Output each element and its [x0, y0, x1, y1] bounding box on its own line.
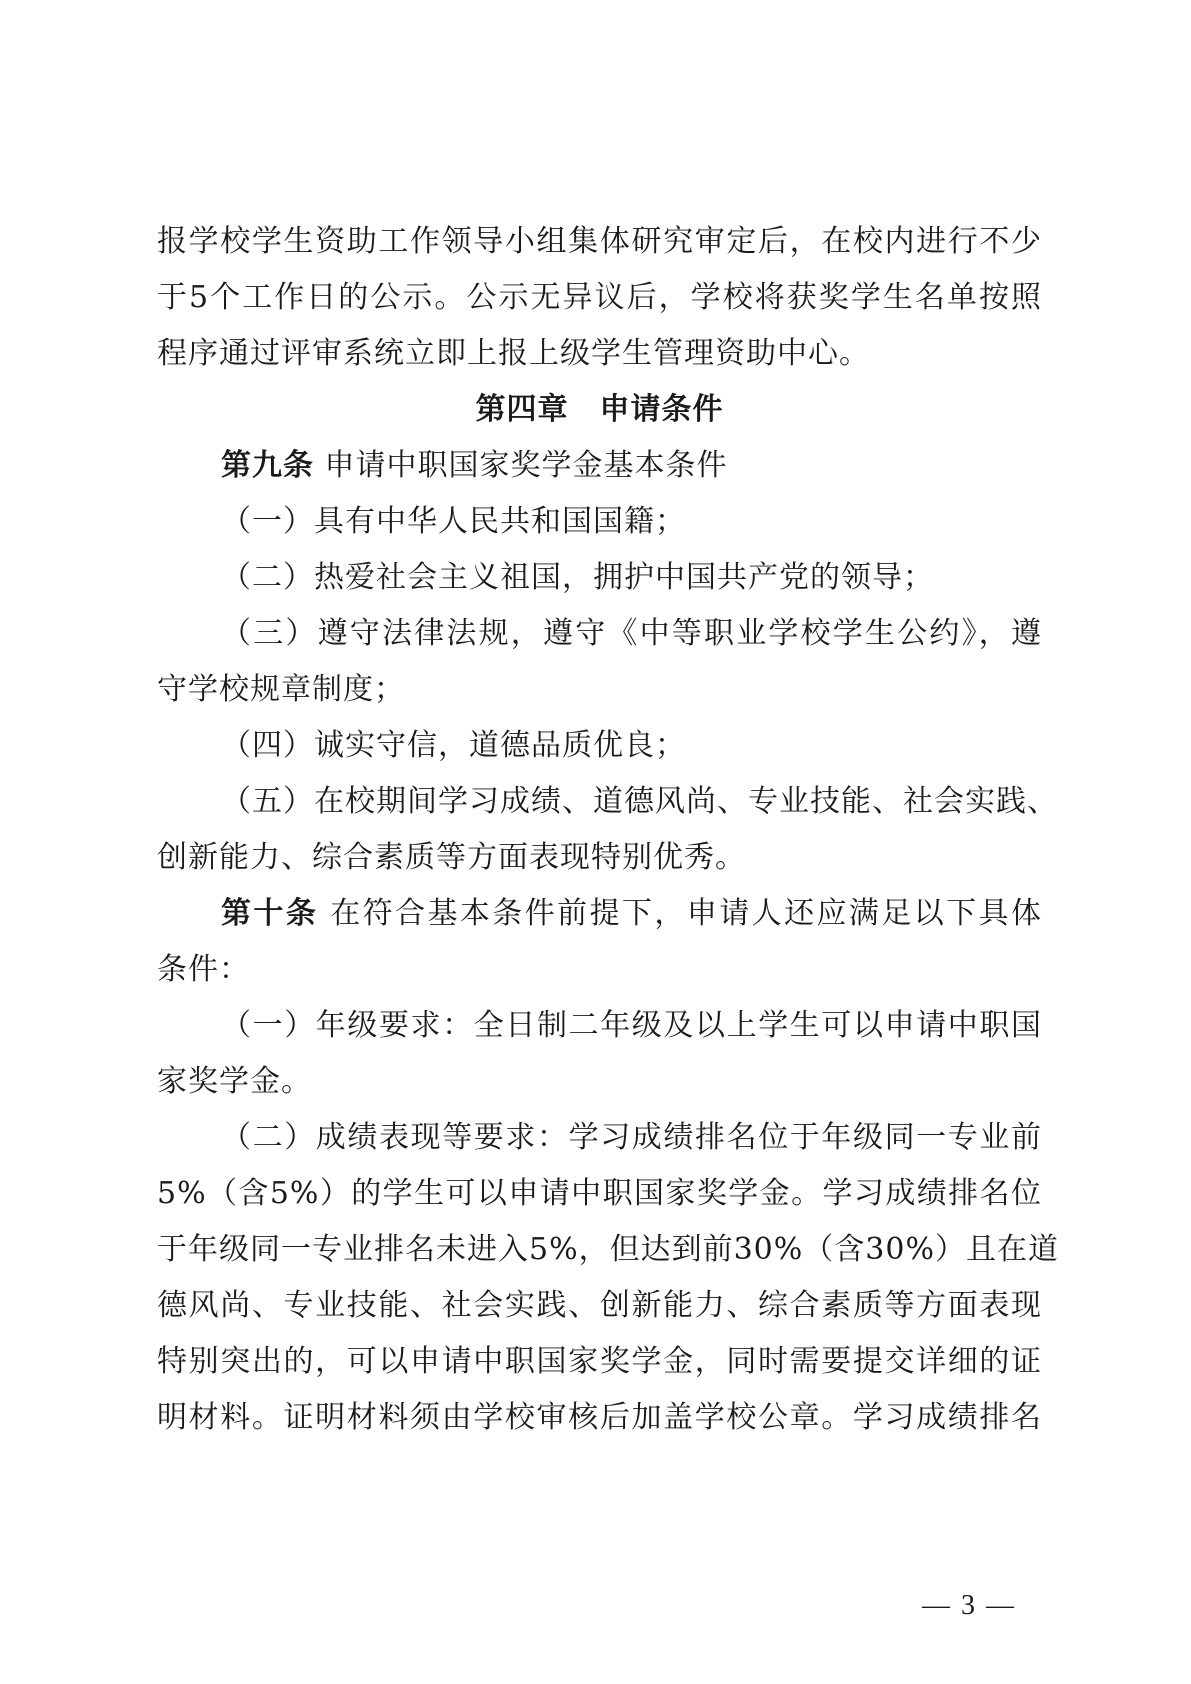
paragraph-line: 报学校学生资助工作领导小组集体研究审定后，在校内进行不少 — [157, 224, 1042, 259]
article-10-line: 明材料。证明材料须由学校审核后加盖学校公章。学习成绩排名 — [157, 1400, 1042, 1435]
article-10-line: 条件： — [157, 952, 250, 987]
paragraph-line: 于5个工作日的公示。公示无异议后，学校将获奖学生名单按照 — [157, 280, 1042, 315]
article-9-item-line: （五）在校期间学习成绩、道德风尚、专业技能、社会实践、 — [221, 784, 1058, 819]
article-9-title: 申请中职国家奖学金基本条件 — [314, 448, 728, 483]
page-number: — 3 — — [922, 1590, 1016, 1621]
body-text — [157, 214, 1059, 1446]
article-10-line: 于年级同一专业排名未进入5%，但达到前30%（含30%）且在道 — [157, 1232, 1059, 1267]
article-10-line: 家奖学金。 — [157, 1064, 312, 1099]
article-9-label: 第九条 — [221, 448, 314, 483]
article-10-line: （一）年级要求：全日制二年级及以上学生可以申请中职国 — [221, 1008, 1042, 1043]
paragraph-line: 程序通过评审系统立即上报上级学生管理资助中心。 — [157, 336, 870, 371]
article-9-item-line: （一）具有中华人民共和国国籍； — [221, 504, 686, 539]
article-10-line: 5%（含5%）的学生可以申请中职国家奖学金。学习成绩排名位 — [157, 1176, 1042, 1211]
article-10-line: 特别突出的，可以申请中职国家奖学金，同时需要提交详细的证 — [157, 1344, 1042, 1379]
article-9-heading — [157, 438, 1042, 494]
chapter-heading: 第四章 申请条件 — [475, 392, 724, 427]
article-10-line: 德风尚、专业技能、社会实践、创新能力、综合素质等方面表现 — [157, 1288, 1042, 1323]
article-10-label: 第十条 — [221, 896, 319, 931]
article-9-item-line: 创新能力、综合素质等方面表现特别优秀。 — [157, 840, 746, 875]
article-9-item-line: （二）热爱社会主义祖国，拥护中国共产党的领导； — [221, 560, 934, 595]
article-10-text: 在符合基本条件前提下，申请人还应满足以下具体 — [318, 896, 1042, 931]
article-9-item-line: 守学校规章制度； — [157, 672, 405, 707]
article-9-item-line: （三）遵守法律法规，遵守《中等职业学校学生公约》，遵 — [221, 616, 1042, 651]
article-10-heading — [157, 886, 1042, 942]
article-9-item-line: （四）诚实守信，道德品质优良； — [221, 728, 686, 763]
article-10-line: （二）成绩表现等要求：学习成绩排名位于年级同一专业前 — [221, 1120, 1042, 1155]
